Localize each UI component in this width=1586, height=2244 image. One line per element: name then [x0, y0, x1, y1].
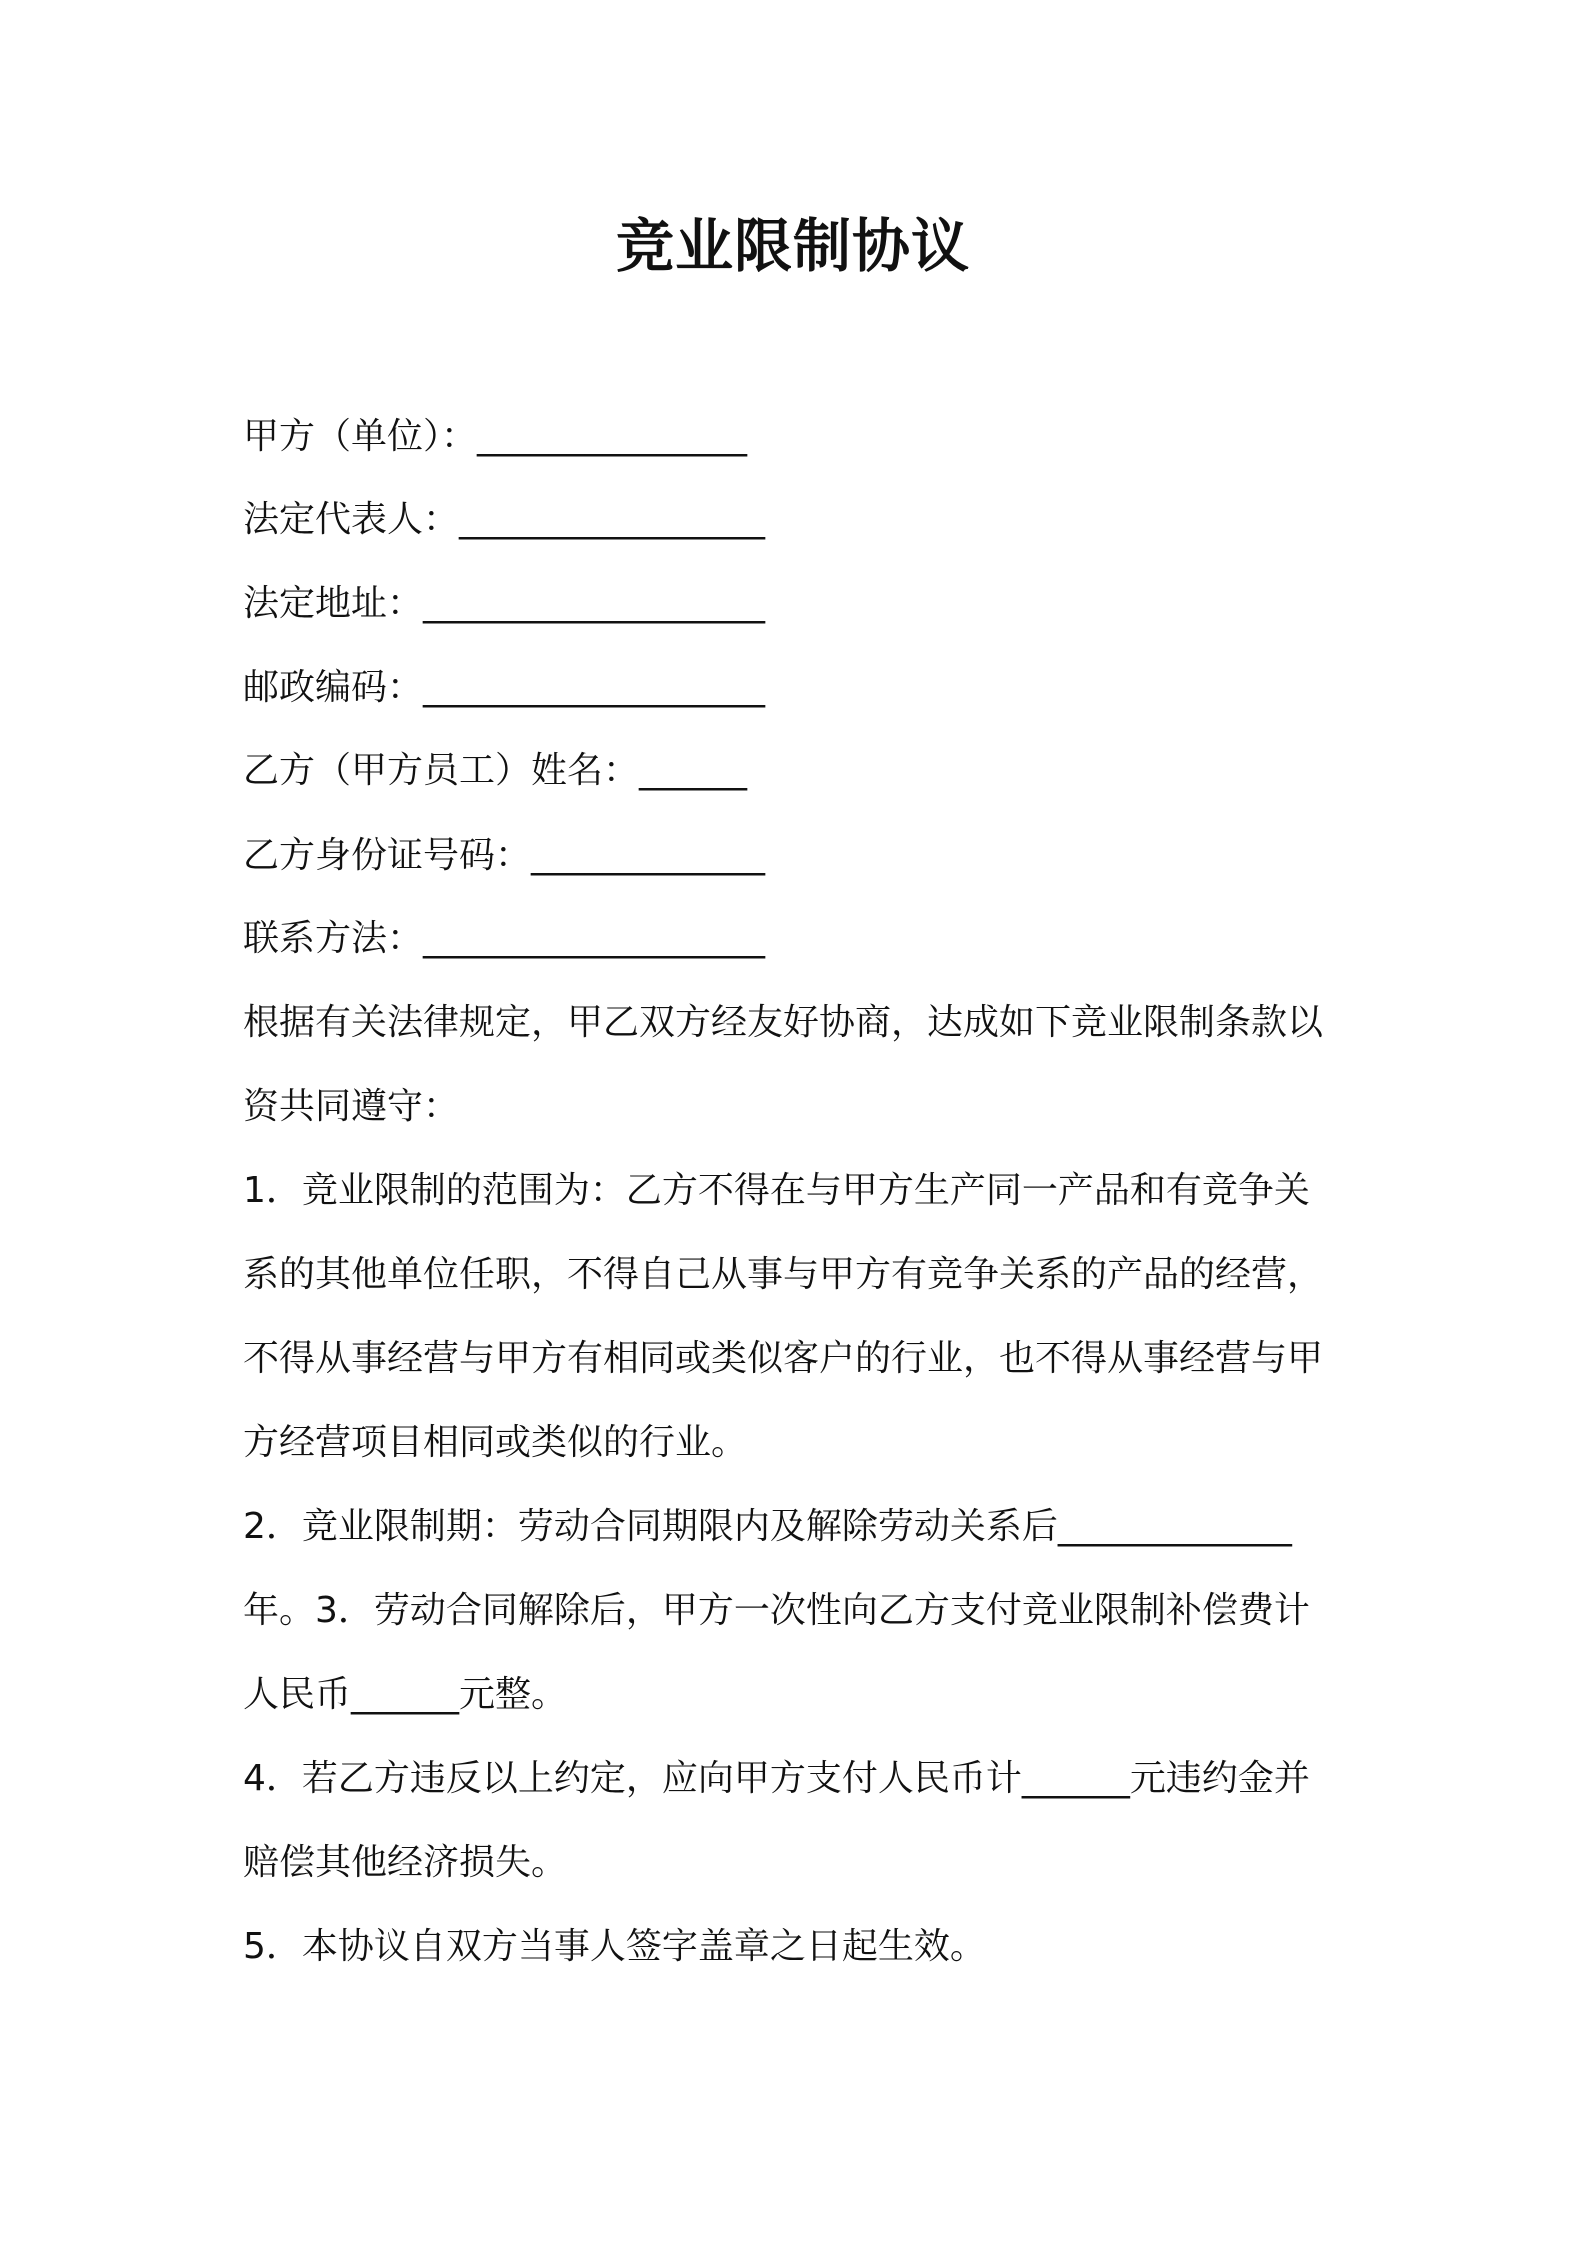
party-b-name-line: 乙方（甲方员工）姓名：______: [243, 750, 748, 791]
contact-method-line: 联系方法：___________________: [243, 918, 766, 959]
clause-4-line-2: 赔偿其他经济损失。: [243, 1842, 568, 1883]
clause-3-line-2: 人民币______元整。: [243, 1674, 568, 1715]
party-b-id-line: 乙方身份证号码：_____________: [243, 835, 766, 876]
legal-address-line: 法定地址：___________________: [243, 583, 766, 624]
document-title: 竞业限制协议: [615, 212, 970, 280]
clause-1-line-4: 方经营项目相同或类似的行业。: [243, 1422, 748, 1463]
postal-code-line: 邮政编码：___________________: [243, 667, 766, 708]
clause-2-line-1: 2．竞业限制期：劳动合同期限内及解除劳动关系后_____________: [243, 1506, 1292, 1547]
clause-2-3-line: 年。3．劳动合同解除后，甲方一次性向乙方支付竞业限制补偿费计: [243, 1590, 1310, 1631]
clause-1-line-1: 1．竞业限制的范围为：乙方不得在与甲方生产同一产品和有竞争关: [243, 1170, 1310, 1211]
clause-5-line: 5．本协议自双方当事人签字盖章之日起生效。: [243, 1926, 986, 1967]
intro-paragraph-line-2: 资共同遵守：: [243, 1086, 460, 1127]
legal-representative-line: 法定代表人：_________________: [243, 499, 766, 540]
clause-1-line-3: 不得从事经营与甲方有相同或类似客户的行业，也不得从事经营与甲: [243, 1338, 1324, 1379]
intro-paragraph-line-1: 根据有关法律规定，甲乙双方经友好协商，达成如下竞业限制条款以: [243, 1002, 1324, 1043]
clause-4-line-1: 4．若乙方违反以上约定，应向甲方支付人民币计______元违约金并: [243, 1758, 1310, 1799]
clause-1-line-2: 系的其他单位任职，不得自己从事与甲方有竞争关系的产品的经营，: [243, 1254, 1324, 1295]
party-a-unit-line: 甲方（单位）：_______________: [243, 416, 748, 457]
